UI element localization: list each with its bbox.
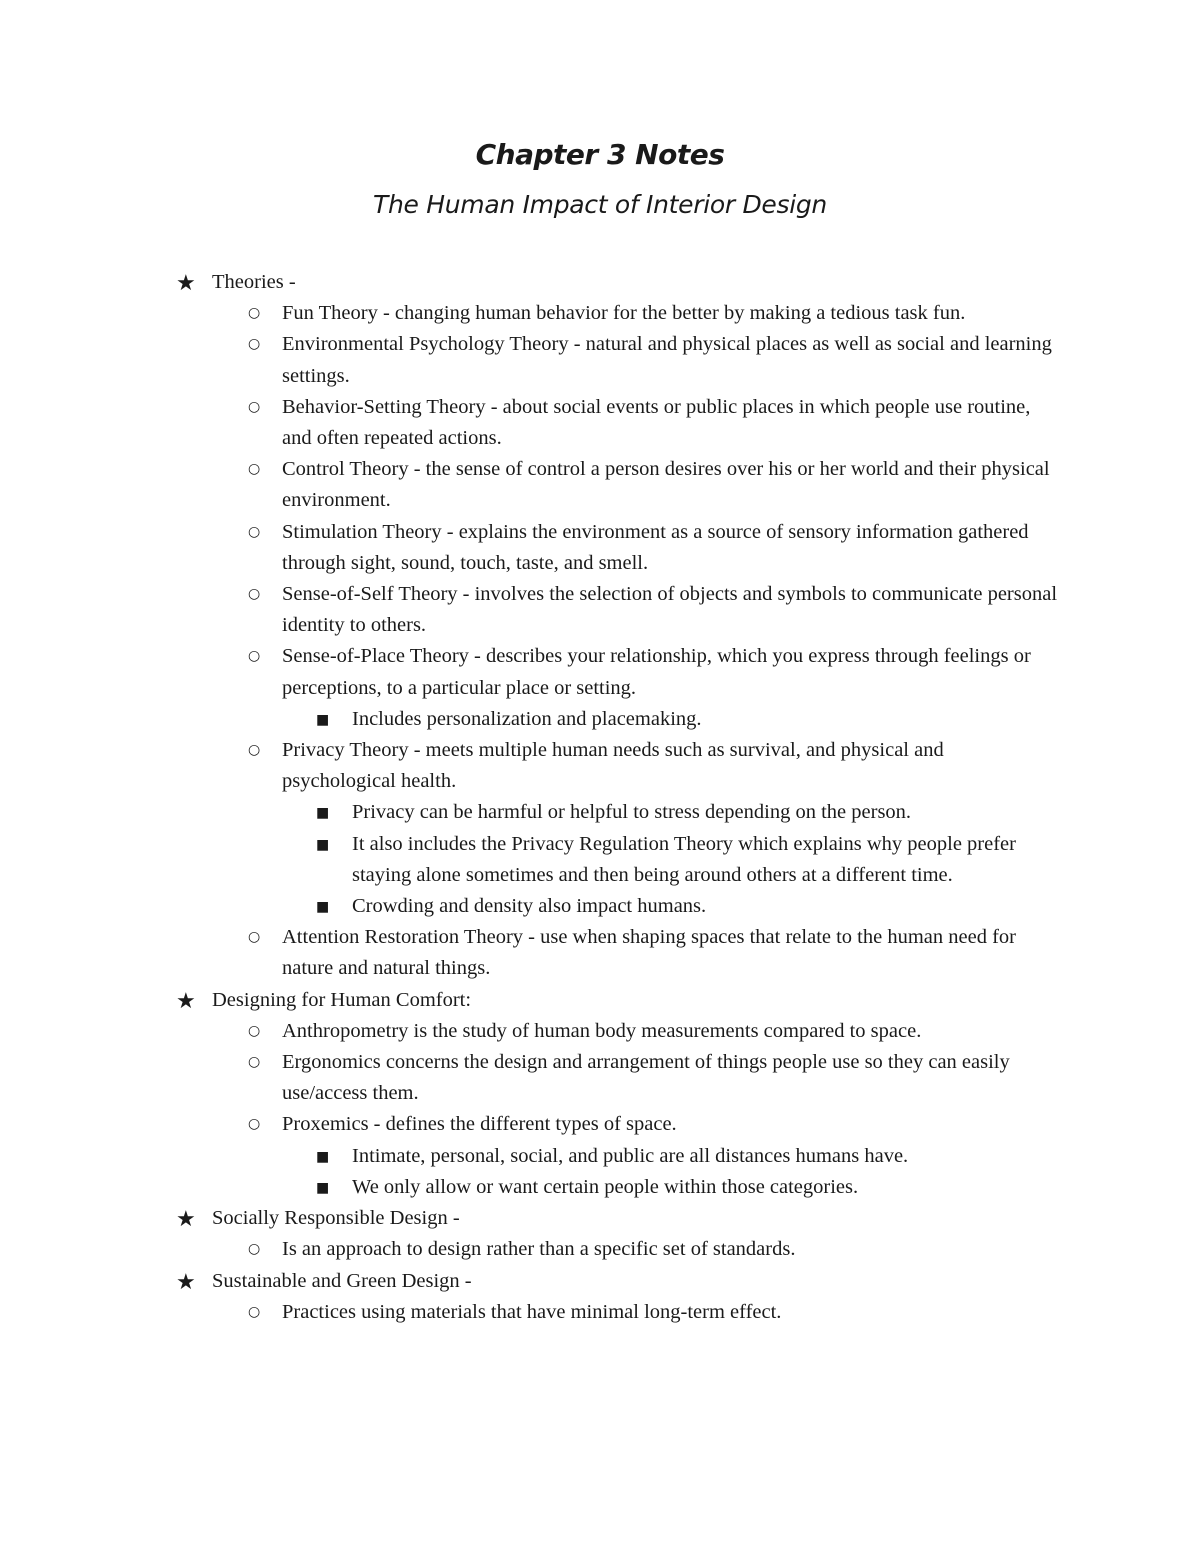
filled-square-icon: ■ bbox=[316, 899, 330, 916]
list-item-text: Attention Restoration Theory - use when shaping spaces that relate to the human need for nature and natural things. bbox=[282, 926, 1016, 980]
hollow-circle-icon: ○ bbox=[248, 461, 261, 478]
nested-sublist bbox=[282, 1141, 1058, 1203]
section-label: Socially Responsible Design - bbox=[212, 1207, 460, 1230]
hollow-circle-icon: ○ bbox=[248, 1022, 261, 1039]
hollow-circle-icon: ○ bbox=[248, 1054, 261, 1071]
nested-list-item bbox=[282, 1172, 1058, 1203]
star-icon: ★ bbox=[176, 1206, 196, 1232]
nested-list-item-text: We only allow or want certain people within those categories. bbox=[352, 1175, 859, 1198]
section-item bbox=[0, 1203, 1200, 1265]
list-item-text: Privacy Theory - meets multiple human needs such as survival, and physical and psychological health. bbox=[282, 739, 944, 793]
star-icon: ★ bbox=[176, 987, 196, 1013]
list-item-text: Sense-of-Self Theory - involves the selection of objects and symbols to communicate personal identity to others. bbox=[282, 583, 1058, 637]
list-item bbox=[212, 517, 1058, 579]
filled-square-icon: ■ bbox=[316, 836, 330, 853]
section-item bbox=[0, 1266, 1200, 1328]
nested-list-item bbox=[282, 891, 1058, 922]
list-item-text: Fun Theory - changing human behavior for the better by making a tedious task fun. bbox=[282, 302, 966, 325]
list-item-text: Stimulation Theory - explains the environment as a source of sensory information gathered through sight, sound, touch, taste, and smell. bbox=[282, 520, 1029, 574]
hollow-circle-icon: ○ bbox=[248, 586, 261, 603]
nested-list-item bbox=[282, 797, 1058, 828]
section-label: Sustainable and Green Design - bbox=[212, 1269, 472, 1292]
list-item-text: Behavior-Setting Theory - about social events or public places in which people use routine, and often repeated actions. bbox=[282, 395, 1031, 450]
hollow-circle-icon: ○ bbox=[248, 523, 261, 540]
hollow-circle-icon: ○ bbox=[248, 1116, 261, 1133]
list-item bbox=[212, 1109, 1058, 1203]
list-item bbox=[212, 392, 1058, 454]
nested-sublist bbox=[282, 704, 1058, 735]
nested-list-item-text: Includes personalization and placemaking. bbox=[352, 707, 702, 730]
hollow-circle-icon: ○ bbox=[248, 929, 261, 946]
hollow-circle-icon: ○ bbox=[248, 1241, 261, 1258]
list-item bbox=[212, 1016, 1058, 1047]
section-item bbox=[0, 985, 1200, 1203]
nested-list-item bbox=[282, 1141, 1058, 1172]
filled-square-icon: ■ bbox=[316, 711, 330, 728]
star-icon: ★ bbox=[176, 1268, 196, 1294]
notes-content bbox=[0, 267, 1200, 1328]
section-sublist bbox=[212, 298, 1058, 984]
hollow-circle-icon: ○ bbox=[248, 742, 261, 759]
list-item-text: Ergonomics concerns the design and arrangement of things people use so they can easily use/access them. bbox=[282, 1051, 1010, 1105]
filled-square-icon: ■ bbox=[316, 805, 330, 822]
list-item bbox=[212, 298, 1058, 329]
list-item bbox=[212, 922, 1058, 984]
list-item-text: Control Theory - the sense of control a person desires over his or her world and their physical environment. bbox=[282, 458, 1050, 512]
section-sublist bbox=[212, 1016, 1058, 1203]
hollow-circle-icon: ○ bbox=[248, 648, 261, 665]
list-item-text: Proxemics - defines the different types of space. bbox=[282, 1113, 677, 1136]
hollow-circle-icon: ○ bbox=[248, 398, 261, 415]
nested-list-item-text: It also includes the Privacy Regulation Theory which explains why people prefer staying alone sometimes and then being around others at a different time. bbox=[352, 832, 1016, 886]
list-item bbox=[212, 1047, 1058, 1109]
hollow-circle-icon: ○ bbox=[248, 1303, 261, 1320]
list-item-text: Practices using materials that have minimal long-term effect. bbox=[282, 1300, 782, 1323]
nested-list-item-text: Crowding and density also impact humans. bbox=[352, 895, 707, 918]
hollow-circle-icon: ○ bbox=[248, 336, 261, 353]
list-item bbox=[212, 1234, 1058, 1265]
list-item-text: Anthropometry is the study of human body measurements compared to space. bbox=[282, 1019, 922, 1042]
hollow-circle-icon: ○ bbox=[248, 305, 261, 322]
document-title: Chapter 3 Notes bbox=[475, 138, 725, 171]
list-item bbox=[212, 454, 1058, 516]
section-label: Theories - bbox=[212, 271, 296, 293]
notes-outline bbox=[0, 267, 1200, 1328]
document-subtitle: The Human Impact of Interior Design bbox=[373, 190, 827, 219]
list-item bbox=[212, 735, 1058, 922]
nested-list-item bbox=[282, 829, 1058, 891]
list-item-text: Sense-of-Place Theory - describes your relationship, which you express through feelings or perceptions, to a particular place or setting. bbox=[282, 645, 1031, 699]
star-icon: ★ bbox=[176, 270, 196, 295]
list-item-text: Environmental Psychology Theory - natural and physical places as well as social and learning settings. bbox=[282, 333, 1052, 387]
list-item bbox=[212, 1297, 1058, 1328]
list-item bbox=[212, 329, 1058, 391]
section-sublist bbox=[212, 1297, 1058, 1328]
nested-list-item-text: Privacy can be harmful or helpful to stress depending on the person. bbox=[352, 801, 912, 824]
nested-list-item-text: Intimate, personal, social, and public are all distances humans have. bbox=[352, 1144, 909, 1167]
section-sublist bbox=[212, 1234, 1058, 1265]
section-label: Designing for Human Comfort: bbox=[212, 988, 472, 1011]
nested-list-item bbox=[282, 704, 1058, 735]
list-item-text: Is an approach to design rather than a specific set of standards. bbox=[282, 1238, 796, 1261]
section-item bbox=[0, 267, 1200, 985]
nested-sublist bbox=[282, 797, 1058, 922]
filled-square-icon: ■ bbox=[316, 1148, 330, 1165]
list-item bbox=[212, 579, 1058, 641]
filled-square-icon: ■ bbox=[316, 1179, 330, 1196]
list-item bbox=[212, 641, 1058, 735]
